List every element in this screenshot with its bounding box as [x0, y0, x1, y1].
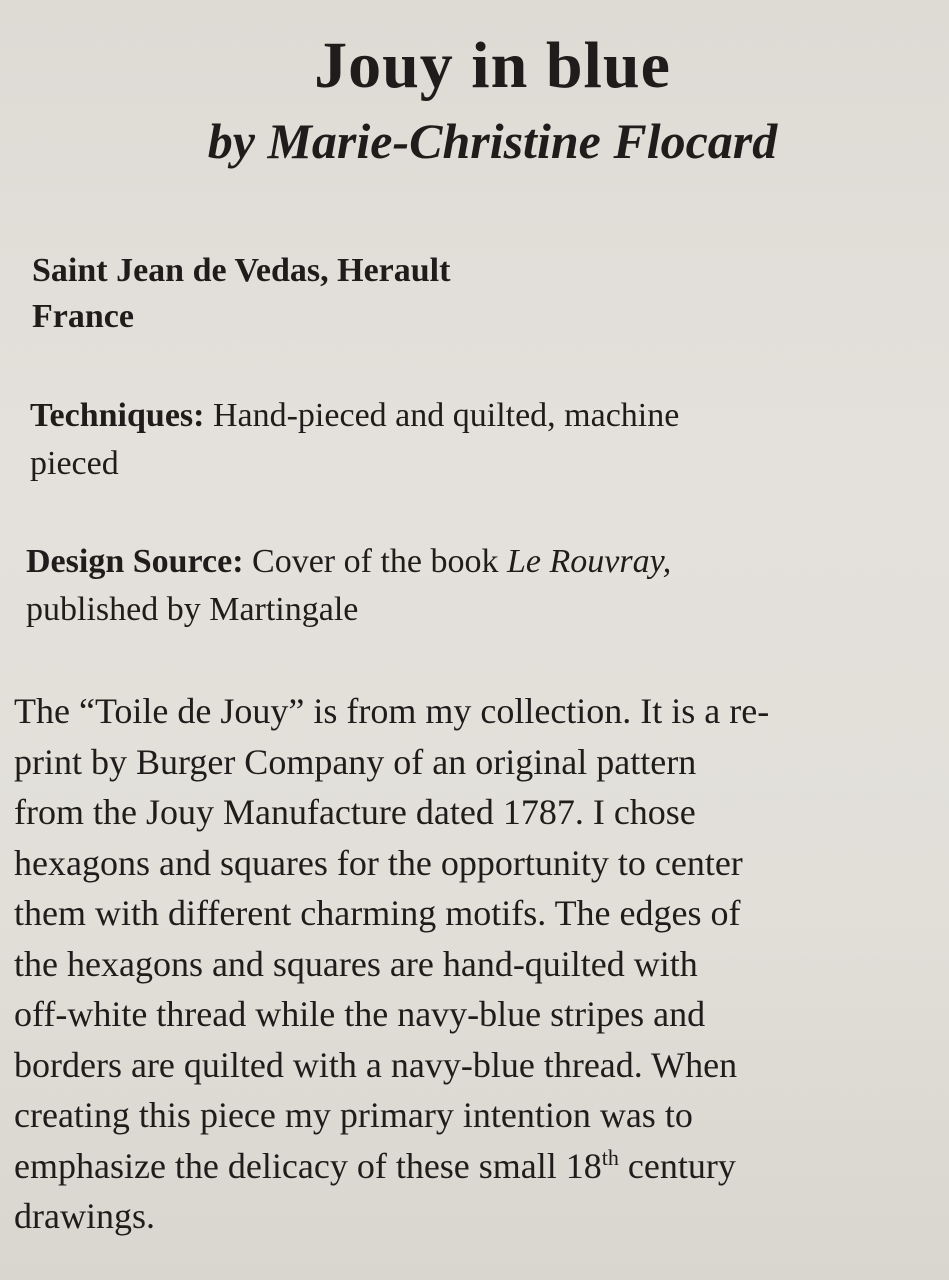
book-title: Le Rouvray,: [506, 543, 672, 580]
statement-line: creating this piece my primary intention was to: [14, 1095, 693, 1135]
statement-line: century: [627, 1145, 736, 1186]
location-country: France: [32, 298, 134, 335]
artist-statement: [14, 686, 934, 1242]
statement-line: drawings.: [14, 1196, 155, 1236]
techniques-label: Techniques:: [30, 397, 205, 434]
techniques-text: Hand-pieced and quilted, machine: [212, 397, 680, 434]
ordinal-superscript: th: [601, 1144, 619, 1170]
publisher-text: published by Martingale: [26, 591, 359, 628]
design-source-text: Cover of the book: [252, 543, 499, 580]
techniques-field: [30, 392, 910, 488]
artist-byline: by Marie-Christine Flocard: [207, 113, 778, 169]
quilt-title: Jouy in blue: [314, 29, 671, 102]
statement-line: them with different charming motifs. The edges of: [14, 893, 741, 933]
design-source-field: [26, 538, 926, 634]
statement-line: The “Toile de Jouy” is from my collection. It is a re-: [14, 691, 770, 731]
techniques-text-continued: pieced: [30, 445, 119, 482]
statement-line: off-white thread while the navy-blue stripes and: [14, 994, 706, 1034]
artist-location: [32, 248, 450, 340]
statement-line: borders are quilted with a navy-blue thread. When: [14, 1044, 738, 1085]
statement-line: from the Jouy Manufacture dated 1787. I chose: [14, 792, 696, 832]
design-source-label: Design Source:: [26, 543, 244, 580]
location-city: Saint Jean de Vedas, Herault: [32, 252, 451, 289]
statement-line: hexagons and squares for the opportunity to center: [14, 842, 743, 883]
statement-line: print by Burger Company of an original pattern: [14, 741, 697, 782]
statement-line: the hexagons and squares are hand-quilted with: [14, 943, 698, 984]
statement-line: emphasize the delicacy of these small 18: [14, 1145, 602, 1186]
